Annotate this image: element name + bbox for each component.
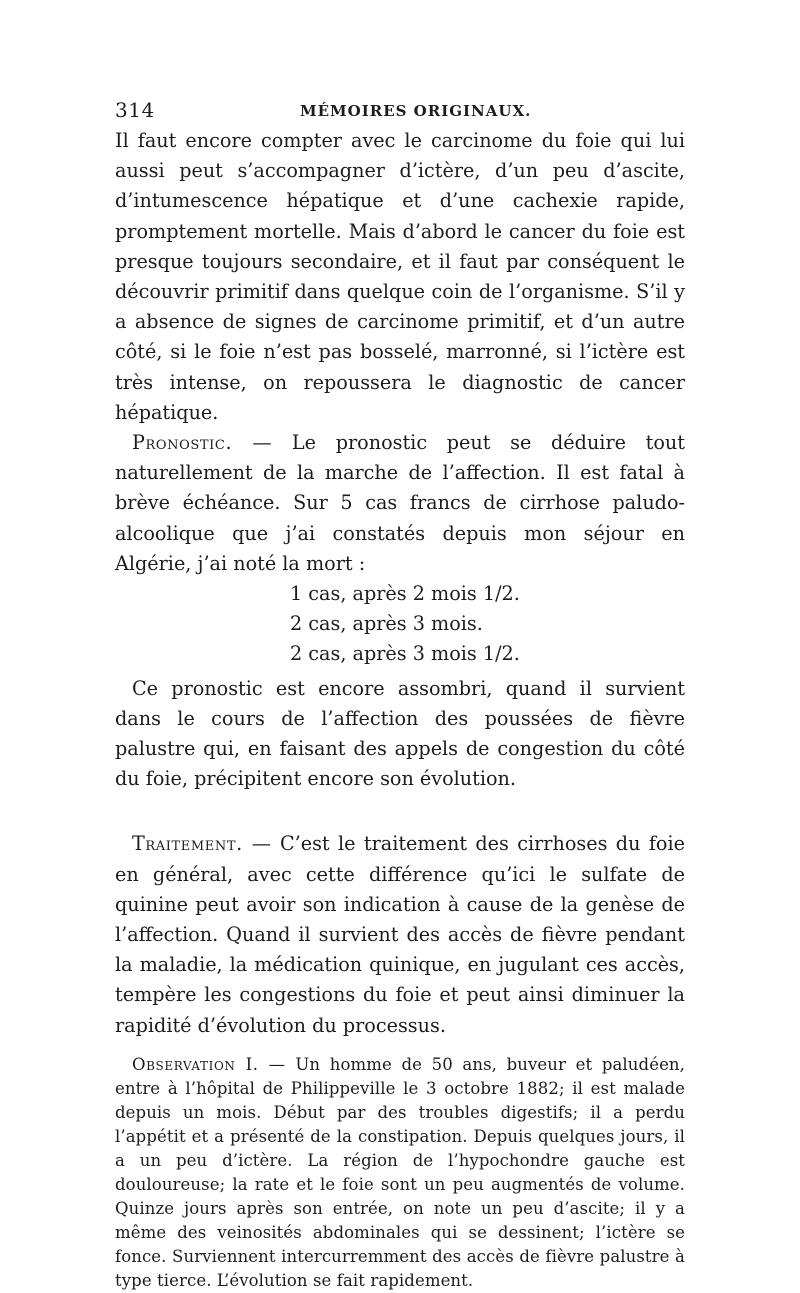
traitement-paragraph bbox=[115, 829, 685, 1040]
case-item: 2 cas, après 3 mois. bbox=[290, 612, 483, 636]
book-page bbox=[115, 92, 685, 1293]
mortality-case-list bbox=[290, 579, 685, 670]
pronostic-heading: Pronostic. — bbox=[132, 431, 273, 455]
observation-paragraph bbox=[115, 1053, 685, 1293]
page-header bbox=[115, 92, 685, 126]
pronostic-paragraph bbox=[115, 428, 685, 579]
observation-text: Un homme de 50 ans, buveur et paludéen, entre à l’hôpital de Philippeville le 3 octobre 1882; il est malade depuis un mois. Début par des troubles digestifs; il a perdu l’appétit et a présenté de la constipation. Depuis quelques jours, il a un peu d’ictère. La région de l’hypochondre gauche est douloureuse; la rate et le foie sont un peu augmentés de volume. Quinze jours après son entrée, on note un peu d’ascite; il y a même des veinosités abdominales qui se dessinent; l’ictère se fonce. Surviennent intercurremment des accès de fièvre palustre à type tierce. L’évolution se fait rapidement. bbox=[115, 1054, 686, 1290]
section-gap bbox=[115, 794, 685, 829]
case-item: 2 cas, après 3 mois 1/2. bbox=[290, 642, 520, 666]
traitement-text: C’est le traitement des cirrhoses du foie en général, avec cette différence qu’ici le sulfate de quinine peut avoir son indication à cause de la genèse de l’affection. Quand il survient des accès de fièvre pendant la maladie, la médication quinique, en jugulant ces accès, tempère les congestions du foie et peut ainsi diminuer la rapidité d’évolution du processus. bbox=[115, 832, 685, 1037]
page-number: 314 bbox=[115, 98, 155, 122]
intro-paragraph: Il faut encore compter avec le carcinome du foie qui lui aussi peut s’accompagner d’ictère, d’un peu d’ascite, d’intumescence hépatique et d’une cachexie rapide, promptement mortelle. Mais d’abord le cancer du foie est presque toujours secondaire, et il faut par conséquent le découvrir primitif dans quelque coin de l’organisme. S’il y a absence de signes de carcinome primitif, et d’un autre côté, si le foie n’est pas bosselé, marronné, si l’ictère est très intense, on repoussera le diagnostic de cancer hépatique. bbox=[115, 129, 685, 424]
pronostic-text: Le pronostic peut se déduire tout naturellement de la marche de l’affection. Il est fatal à brève échéance. Sur 5 cas francs de cirrhose paludo-alcoolique que j’ai constatés depuis mon séjour en Algérie, j’ai noté la mort : bbox=[115, 431, 685, 575]
pronostic-continuation: Ce pronostic est encore assombri, quand il survient dans le cours de l’affection des poussées de fièvre palustre qui, en faisant des appels de congestion du côté du foie, précipitent encore son évolution. bbox=[115, 676, 685, 791]
traitement-heading: Traitement. — bbox=[132, 832, 272, 856]
observation-heading: Observation I. — bbox=[132, 1054, 286, 1074]
running-title: MÉMOIRES ORIGINAUX. bbox=[300, 102, 532, 120]
case-item: 1 cas, après 2 mois 1/2. bbox=[290, 582, 520, 606]
